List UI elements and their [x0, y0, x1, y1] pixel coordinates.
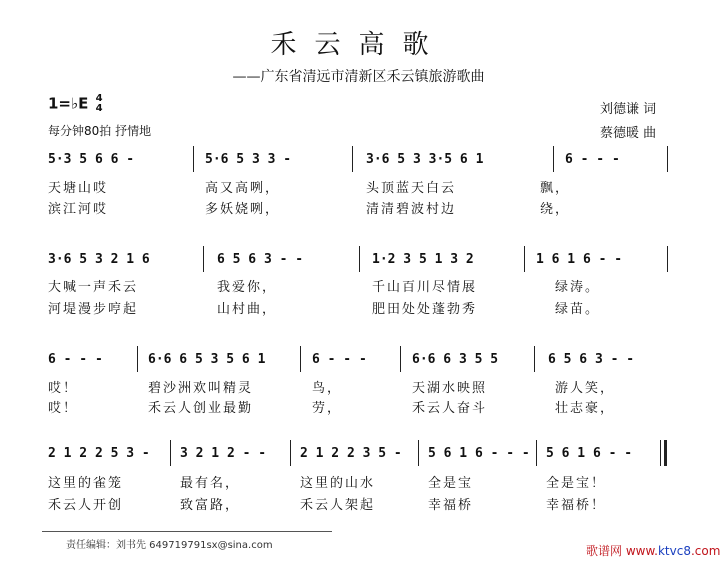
final-bar-line [660, 440, 661, 466]
lyric-verse1: 头顶蓝天白云 [366, 181, 457, 196]
lyric-verse1: 鸟， [312, 381, 343, 396]
measure-notes: 6 5 6 3 - - [217, 252, 304, 267]
lyric-verse1: 大喊一声禾云 [48, 280, 139, 295]
measure-notes: 1 6 1 6 - - [536, 252, 623, 267]
lyric-verse1: 全是宝！ [546, 476, 607, 491]
lyric-verse2: 壮志豪， [555, 401, 616, 416]
song-subtitle: ——广东省清远市清新区禾云镇旅游歌曲 [232, 69, 485, 85]
bar-line [300, 346, 301, 372]
lyric-verse1: 最有名， [180, 476, 241, 491]
lyric-verse2: 绿苗。 [555, 302, 601, 317]
lyric-verse2: 山村曲， [217, 302, 278, 317]
lyricist-credit: 刘德谦 词 [600, 102, 657, 117]
lyric-verse2: 滨江河哎 [48, 202, 109, 217]
lyric-verse1: 飘， [540, 181, 571, 196]
lyric-verse2: 致富路， [180, 498, 241, 513]
measure-notes: 5·6 5 3 3 - [205, 152, 292, 167]
song-title: 禾云高歌 [270, 30, 447, 60]
measure-notes: 2 1 2 2 5 3 - [48, 446, 150, 461]
lyric-verse2: 河堤漫步哼起 [48, 302, 139, 317]
key-label: 1=♭E [48, 94, 89, 113]
lyric-verse1: 碧沙洲欢叫精灵 [148, 381, 254, 396]
lyric-verse1: 天塘山哎 [48, 181, 109, 196]
bar-line [193, 146, 194, 172]
bar-line [170, 440, 171, 466]
measure-notes: 5 6 1 6 - - - [428, 446, 530, 461]
lyric-verse1: 全是宝 [428, 476, 474, 491]
site-watermark [586, 542, 720, 559]
lyric-verse2: 禾云人开创 [48, 498, 124, 513]
measure-notes: 6·6 6 3 5 5 [412, 352, 499, 367]
lyric-verse2: 劳， [312, 401, 343, 416]
lyric-verse1: 千山百川尽情展 [372, 280, 478, 295]
footer-divider [42, 531, 332, 532]
measure-notes: 3·6 5 3 2 1 6 [48, 252, 150, 267]
bar-line [352, 146, 353, 172]
lyric-verse2: 哎！ [48, 401, 79, 416]
measure-notes: 5 6 1 6 - - [546, 446, 633, 461]
lyric-verse1: 绿涛。 [555, 280, 601, 295]
lyric-verse1: 天湖水映照 [412, 381, 488, 396]
composer-credit: 蔡德暖 曲 [600, 126, 657, 141]
lyric-verse2: 禾云人架起 [300, 498, 376, 513]
bar-line [400, 346, 401, 372]
bar-line [203, 246, 204, 272]
lyric-verse1: 游人笑， [555, 381, 616, 396]
bar-line [536, 440, 537, 466]
measure-notes: 1·2 3 5 1 3 2 [372, 252, 474, 267]
bar-line [667, 146, 668, 172]
editor-credit: 责任编辑：刘书先 649719791sx@sina.com [66, 540, 273, 551]
lyric-verse2: 幸福桥！ [546, 498, 607, 513]
lyric-verse2: 禾云人奋斗 [412, 401, 488, 416]
lyric-verse1: 我爱你， [217, 280, 278, 295]
measure-notes: 6 - - - [312, 352, 367, 367]
watermark-accent: ktvc8 [657, 544, 691, 558]
time-bottom: 4 [95, 103, 103, 114]
lyric-verse1: 哎！ [48, 381, 79, 396]
measure-notes: 6 - - - [565, 152, 620, 167]
bar-line [534, 346, 535, 372]
measure-notes: 6 5 6 3 - - [548, 352, 635, 367]
bar-line [553, 146, 554, 172]
lyric-verse1: 这里的雀笼 [48, 476, 124, 491]
lyric-verse1: 这里的山水 [300, 476, 376, 491]
lyric-verse2: 幸福桥 [428, 498, 474, 513]
key-signature [48, 94, 103, 114]
bar-line [524, 246, 525, 272]
measure-notes: 6·6 6 5 3 5 6 1 [148, 352, 266, 367]
bar-line [418, 440, 419, 466]
final-bar-line-thick [664, 440, 667, 466]
bar-line [359, 246, 360, 272]
lyric-verse2: 禾云人创业最勤 [148, 401, 254, 416]
lyric-verse2: 多妖娆咧， [205, 202, 281, 217]
lyric-verse1: 高又高咧， [205, 181, 281, 196]
lyric-verse2: 绕， [540, 202, 571, 217]
bar-line [137, 346, 138, 372]
measure-notes: 3·6 5 3 3·5 6 1 [366, 152, 484, 167]
lyric-verse2: 清清碧波村边 [366, 202, 457, 217]
tempo-marking: 每分钟80拍 抒情地 [48, 124, 152, 138]
lyric-verse2: 肥田处处蓬勃秀 [372, 302, 478, 317]
bar-line [290, 440, 291, 466]
measure-notes: 6 - - - [48, 352, 103, 367]
measure-notes: 5·3 5 6 6 - [48, 152, 135, 167]
watermark-suffix: .com [690, 544, 720, 558]
bar-line [667, 246, 668, 272]
measure-notes: 3 2 1 2 - - [180, 446, 267, 461]
time-top: 4 [95, 93, 103, 104]
measure-notes: 2 1 2 2 3 5 - [300, 446, 402, 461]
time-signature [96, 94, 103, 114]
watermark-prefix: 歌谱网 www. [586, 544, 658, 558]
